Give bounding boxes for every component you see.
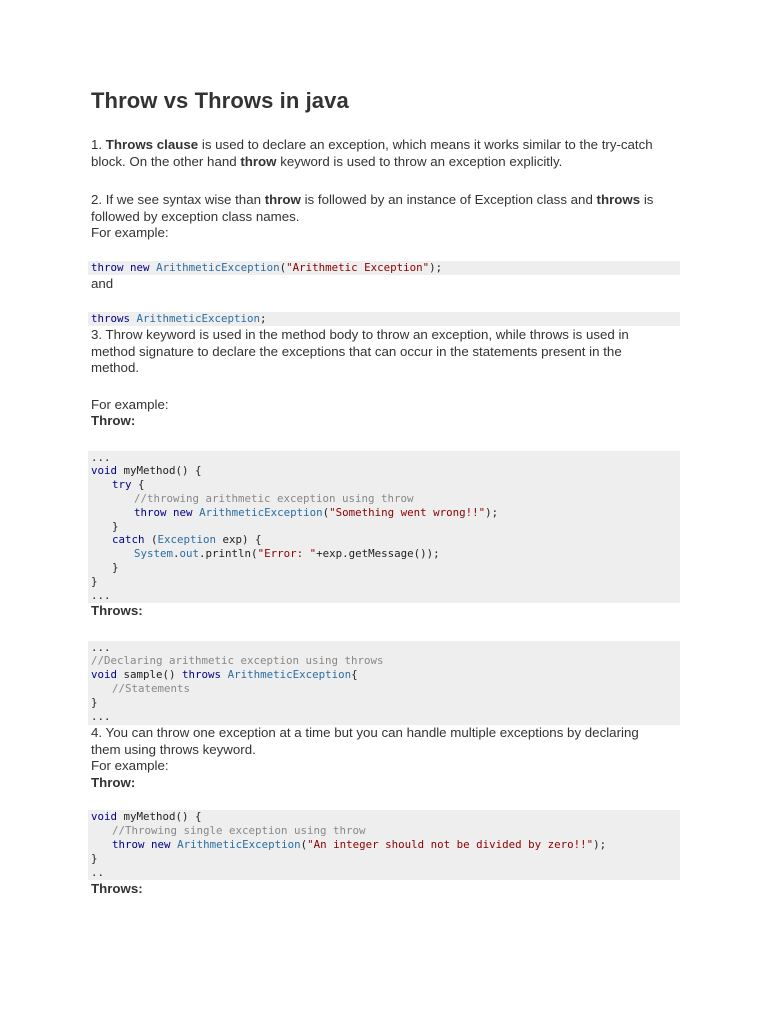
p2-prefix: 2. If we see syntax wise than xyxy=(91,192,265,207)
p2-bold-throws: throws xyxy=(596,192,641,207)
code-keyword: throw xyxy=(134,506,167,519)
code-punct: ); xyxy=(485,506,499,519)
code-class: ArithmeticException xyxy=(227,668,352,681)
code-block-throw-syntax xyxy=(88,261,680,275)
code-keyword: void xyxy=(91,464,118,477)
code-line xyxy=(134,547,440,561)
page-title: Throw vs Throws in java xyxy=(91,88,349,113)
label-throws-2: Throws: xyxy=(91,881,143,896)
code-line xyxy=(91,464,202,478)
p1-line2b: keyword is used to throw an exception explicitly. xyxy=(276,153,563,169)
code-punct: ( xyxy=(279,261,287,274)
code-class: ArithmeticException xyxy=(199,506,323,519)
code-keyword: try xyxy=(112,478,132,491)
code-punct: . xyxy=(173,547,180,560)
code-ellipsis: .. xyxy=(91,866,105,879)
code-line xyxy=(91,852,98,866)
code-class: out xyxy=(179,547,200,560)
code-line xyxy=(112,824,366,838)
code-line xyxy=(91,654,384,668)
code-punct: ( xyxy=(300,838,308,851)
label-throw-2: Throw: xyxy=(91,774,136,790)
code-block-throws-syntax xyxy=(88,312,680,326)
code-text: .println( xyxy=(199,547,258,560)
p2-suffix: is xyxy=(640,192,654,207)
code-line xyxy=(91,710,111,724)
code-line xyxy=(91,312,267,326)
code-comment: //Declaring arithmetic exception using throws xyxy=(91,654,384,667)
code-punct: ( xyxy=(144,533,158,546)
code-punct: { xyxy=(351,668,358,681)
code-text: sample() xyxy=(117,668,183,681)
code-block-throws-example xyxy=(88,641,680,725)
code-punct: ); xyxy=(429,261,443,274)
paragraph-4 xyxy=(91,725,691,791)
p3-for-example: For example: xyxy=(91,397,169,412)
code-keyword: void xyxy=(91,810,118,823)
code-punct: ; xyxy=(260,312,267,325)
code-ellipsis: ... xyxy=(91,710,111,723)
code-line xyxy=(91,668,358,682)
and-text: and xyxy=(91,276,114,291)
code-keyword: catch xyxy=(112,533,145,546)
code-line xyxy=(91,589,111,603)
code-text: exp) { xyxy=(216,533,262,546)
code-string: "An integer should not be divided by zero!!" xyxy=(307,838,594,851)
code-line xyxy=(91,261,442,275)
code-line xyxy=(112,682,190,696)
code-keyword: void xyxy=(91,668,118,681)
code-comment: //Statements xyxy=(112,682,191,695)
p3-line3: method. xyxy=(91,360,140,375)
p1-bold-throw: throw xyxy=(240,153,277,169)
code-line xyxy=(91,451,111,465)
code-line xyxy=(134,492,414,506)
code-brace: } xyxy=(112,561,119,574)
code-class: ArithmeticException xyxy=(177,838,301,851)
code-keyword: throws xyxy=(182,668,222,681)
p3-line2: method signature to declare the exceptions that can occur in the statements present in the xyxy=(91,343,622,359)
code-comment: //Throwing single exception using throw xyxy=(112,824,366,837)
p1-bold-throws-clause: Throws clause xyxy=(105,137,199,152)
code-keyword: throw xyxy=(91,261,124,274)
code-text: myMethod() { xyxy=(117,464,202,477)
code-string: "Error: " xyxy=(257,547,317,560)
code-line xyxy=(112,838,606,852)
p3-line1: 3. Throw keyword is used in the method body to throw an exception, while throws is used in xyxy=(91,327,629,342)
code-string: "Arithmetic Exception" xyxy=(286,261,430,274)
code-class: System xyxy=(134,547,174,560)
p4-line1: 4. You can throw one exception at a time but you can handle multiple exceptions by declaring xyxy=(91,725,639,740)
paragraph-2 xyxy=(91,192,691,242)
code-brace: } xyxy=(91,852,98,865)
code-line xyxy=(134,506,498,520)
code-text: { xyxy=(131,478,145,491)
code-brace: } xyxy=(112,520,119,533)
code-keyword: new xyxy=(151,838,171,851)
p2-line2: followed by exception class names. xyxy=(91,208,300,224)
code-brace: } xyxy=(91,575,98,588)
code-keyword: new xyxy=(130,261,150,274)
p1-text: is used to declare an exception, which means it works similar to the try-catch xyxy=(198,137,653,152)
paragraph-3 xyxy=(91,327,691,377)
p1-prefix: 1. xyxy=(91,137,106,152)
p4-for-example: For example: xyxy=(91,758,169,773)
p4-line2: them using throws keyword. xyxy=(91,741,256,757)
p2-mid: is followed by an instance of Exception class and xyxy=(300,192,597,207)
code-line xyxy=(112,533,262,547)
code-class: ArithmeticException xyxy=(156,261,280,274)
code-keyword: throws xyxy=(91,312,131,325)
code-line xyxy=(91,810,202,824)
label-throw-1: Throw: xyxy=(91,413,136,428)
code-text: +exp.getMessage()); xyxy=(316,547,440,560)
p2-bold-throw: throw xyxy=(264,192,301,207)
p2-for-example: For example: xyxy=(91,225,169,240)
code-line xyxy=(112,561,119,575)
code-block-single-throw xyxy=(88,810,680,880)
code-line xyxy=(91,641,111,655)
code-comment: //throwing arithmetic exception using throw xyxy=(134,492,414,505)
paragraph-1 xyxy=(91,137,691,170)
p1-line2a: block. On the other hand xyxy=(91,153,241,169)
code-class: Exception xyxy=(157,533,217,546)
code-brace: } xyxy=(91,696,98,709)
code-ellipsis: ... xyxy=(91,641,111,654)
label-throws-1: Throws: xyxy=(91,603,143,618)
code-line xyxy=(91,696,98,710)
code-text: myMethod() { xyxy=(117,810,202,823)
code-block-throw-example xyxy=(88,451,680,603)
code-ellipsis: ... xyxy=(91,589,111,602)
code-keyword: new xyxy=(173,506,193,519)
code-line xyxy=(91,575,98,589)
code-class: ArithmeticException xyxy=(136,312,261,325)
code-line xyxy=(112,520,119,534)
code-line xyxy=(91,866,104,880)
code-string: "Something went wrong!!" xyxy=(329,506,486,519)
code-ellipsis: ... xyxy=(91,451,111,464)
code-keyword: throw xyxy=(112,838,145,851)
code-punct: ); xyxy=(593,838,607,851)
code-line xyxy=(112,478,145,492)
code-punct: ( xyxy=(322,506,330,519)
